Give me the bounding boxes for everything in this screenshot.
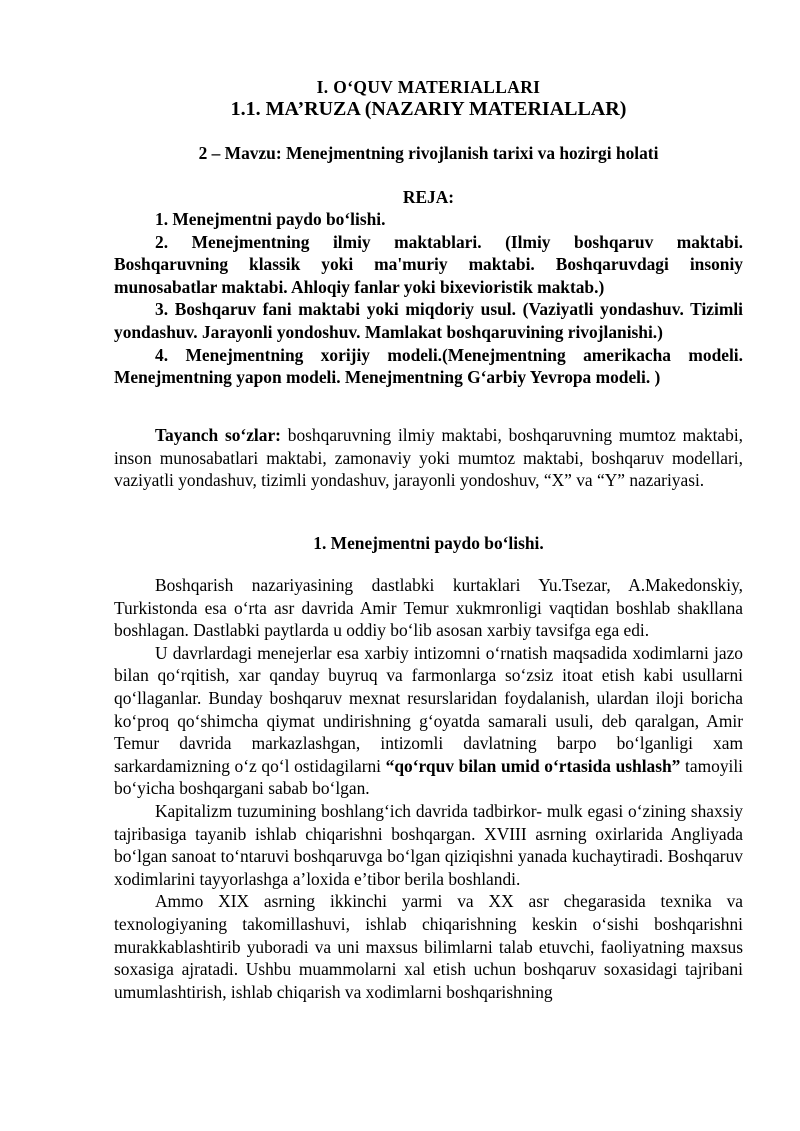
plan-item-2: 2. Menejmentning ilmiy maktablari. (Ilmiy boshqaruv maktabi. Boshqaruvning klassik yoki ma'muriy maktabi. Boshqaruvdagi insoniy munosabatlar maktabi. Ahloqiy fanlar yoki bixevioristik maktab.) bbox=[114, 231, 743, 297]
paragraph-2-end: tamoyili bo‘yicha boshqargani sabab bo‘lgan. bbox=[114, 755, 744, 799]
keywords-text: boshqaruvning ilmiy maktabi, boshqaruvning mumtoz maktabi, inson munosabatlari maktabi, zamonaviy yoki mumtoz maktabi, boshqaruv modellari, vaziyatli yondashuv, tizimli yondashuv, jarayonli yondoshuv, “X” va “Y” nazariyasi. bbox=[114, 425, 743, 491]
plan-list bbox=[114, 208, 743, 389]
paragraph-2-start: U davrlardagi menejerlar esa xarbiy intizomni o‘rnatish maqsadida xodimlarni jazo bilan qo‘rqitish, xar qanday buyruq va farmonlarga so‘zsiz itoat etish kabi usullarni qo‘llaganlar. Bunday boshqaruv mexnat resurslaridan foydalanish, ulardan iloji boricha ko‘proq qo‘shimcha qiymat undirishning g‘oyatda samarali usuli, deb qaralgan, Amir Temur davrida markazlashgan, intizomli davlatning barpo bo‘lganligi xam sarkardamizning o‘z qo‘l ostidagilarni bbox=[114, 642, 743, 776]
section-title: I. O‘QUV MATERIALLARI bbox=[316, 77, 541, 97]
keywords-label: Tayanch so‘zlar: bbox=[155, 425, 281, 445]
topic-title: 2 – Mavzu: Menejmentning rivojlanish tarixi va hozirgi holati bbox=[198, 143, 659, 163]
plan-item-1: 1. Menejmentni paydo bo‘lishi. bbox=[155, 209, 386, 229]
plan-item-4: 4. Menejmentning xorijiy modeli.(Menejmentning amerikacha modeli. Menejmentning yapon modeli. Menejmentning G‘arbiy Yevropa modeli. ) bbox=[114, 344, 743, 388]
plan-item-3: 3. Boshqaruv fani maktabi yoki miqdoriy usul. (Vaziyatli yondashuv. Tizimli yondashuv. Jarayonli yondoshuv. Mamlakat boshqaruvining rivojlanishi.) bbox=[114, 299, 743, 342]
paragraph-2 bbox=[114, 642, 743, 800]
plan-title: REJA: bbox=[402, 187, 455, 207]
paragraph-3: Kapitalizm tuzumining boshlang‘ich davrida tadbirkor- mulk egasi o‘zining shaxsiy tajribasiga tayanib ishlab chiqarishni boshqargan. XVIII asrning oxirlarida Angliyada bo‘lgan sanoat to‘ntaruvi boshqaruvga bo‘lgan qiziqishni yanada kuchaytiradi. Boshqaruv xodimlarini tayyorlashga a’loxida e’tibor berila boshlandi. bbox=[114, 800, 743, 889]
paragraph-1: Boshqarish nazariyasining dastlabki kurtaklari Yu.Tsezar, A.Makedonskiy, Turkistonda esa o‘rta asr davrida Amir Temur xukmronligi vaqtidan boshlab shakllana boshlagan. Dastlabki paytlarda u oddiy bo‘lib asosan xarbiy tavsifga ega edi. bbox=[114, 575, 743, 641]
paragraph-2-quote: “qo‘rquv bilan umid o‘rtasida ushlash” bbox=[385, 755, 681, 776]
section-heading: 1. Menejmentni paydo bo‘lishi. bbox=[313, 533, 544, 553]
paragraph-4: Ammo XIX asrning ikkinchi yarmi va XX asr chegarasida texnika va texnologiyaning takomillashuvi, ishlab chiqarishning keskin o‘sishi boshqarishni murakkablashtirib yuboradi va uni maxsus bilimlarni talab etuvchi, faoliyatning maxsus soxasiga ajratadi. Ushbu muammolarni xal etish uchun boshqaruv soxasidagi tajribani umumlashtirish, ishlab chiqarish va xodimlarni boshqarishning bbox=[114, 891, 743, 1002]
section-body bbox=[114, 574, 743, 1003]
keywords-paragraph bbox=[114, 424, 743, 492]
subsection-title: 1.1. MA’RUZA (NAZARIY MATERIALLAR) bbox=[230, 98, 627, 120]
